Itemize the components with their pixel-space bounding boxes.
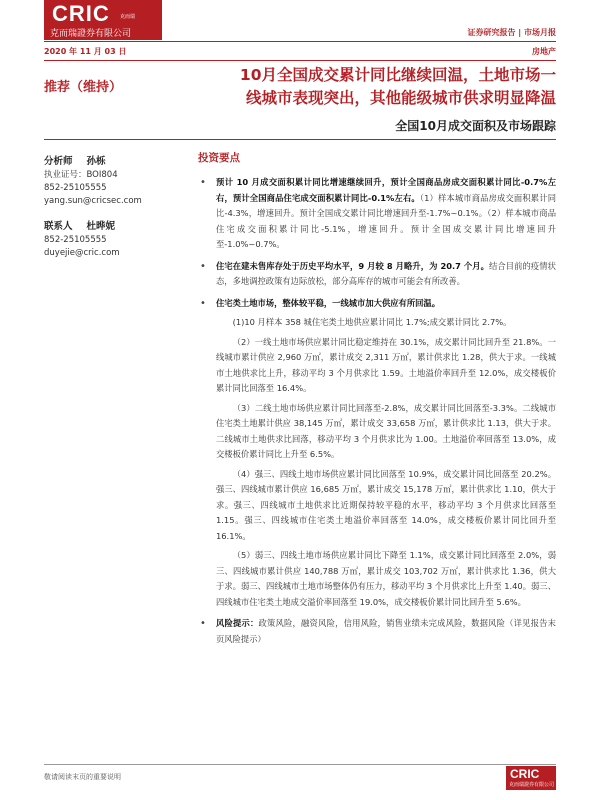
land-point-1: (1)10 月样本 358 城住宅类土地供应累计同比 1.7%;成交累计同比 2.7%。 (232, 317, 512, 327)
contact-email[interactable]: duyejie@cric.com (44, 248, 120, 258)
contact-heading: 联系人 杜晔妮 (44, 221, 116, 232)
logo-wordmark: CRIC (52, 1, 110, 26)
company-logo (44, 0, 162, 40)
report-date: 2020 年 11 月 03 日 (44, 47, 127, 56)
rating-label: 推荐（维持） (44, 80, 123, 95)
footer-logo (506, 766, 556, 790)
analyst-email[interactable]: yang.sun@cricsec.com (44, 196, 142, 206)
bullet-icon: • (200, 618, 206, 629)
land-point-3: （3）二线土地市场供应累计同比回落至-2.8%，成交累计同比回落至-3.3%。二线城市住宅类土地累计供应 38,145 万㎡，累计成交 33,658 万㎡，累计供求比 1.13，供大于求。二线城市土地供求比回落，移动平均 3 个月供求比为 1.00。土地溢价率回落至 13.0%，成交楼板价累计同比上升至 6.5%。 (216, 402, 556, 459)
bullet-icon: • (200, 260, 206, 272)
contact-phone: 852-25105555 (44, 235, 107, 245)
title-line-1: 10月全国成交累计同比继续回温，土地市场一 (239, 66, 556, 84)
title-divider (44, 139, 556, 140)
land-point-2: （2）一线土地市场供应累计同比稳定维持在 30.1%，成交累计同比回升至 21.8%。一线城市累计供应 2,960 万㎡，累计成交 2,311 万㎡，累计供求比 1.28，供大于求。一线城市土地供求比上升，移动平均 3 个月供求比 1.59。土地溢价率回升至 12.0%，成交楼板价累计同比回落至 16.4%。 (216, 336, 556, 393)
bullet-icon: • (200, 297, 206, 309)
main-content (198, 150, 556, 647)
analyst-sidebar (44, 155, 194, 260)
analyst-phone: 852-25105555 (44, 183, 107, 193)
land-point-4: （4）强三、四线土地市场供应累计同比回落至 10.9%，成交累计同比回落至 20.2%。强三、四线城市累计供应 16,685 万㎡，累计成交 15,178 万㎡，累计供求比 1.10，供大于求。强三、四线城市土地供求比近期保持较平稳的水平，移动平均 3 个月供求比回落至 1.15。强三、四线城市住宅类土地溢价率回落至 14.0%，成交楼板价累计同比回升至 16.1%。 (216, 468, 556, 541)
footer-divider (44, 764, 556, 765)
contact-name: 杜晔妮 (86, 221, 116, 232)
section-title: 投资要点 (198, 152, 240, 164)
industry-label: 房地产 (532, 47, 556, 56)
footer-logo-company: 克而瑞證券有限公司 (509, 782, 555, 788)
bullet-risk: • 风险提示：政策风险，融资风险，信用风险，销售业绩未完成风险，数据风险（详见报告末页风险提示） (200, 618, 556, 644)
analyst-name: 孙栎 (86, 156, 106, 167)
land-point-5: （5）弱三、四线土地市场供应累计同比下降至 1.1%，成交累计同比回落至 2.0%，弱三、四线城市累计供应 140,788 万㎡，累计成交 103,702 万㎡，累计供求比 1.36，供大于求。弱三、四线城市土地市场整体仍有压力，移动平均 3 个月供求比上升至 1.40。弱三、四线城市住宅类土地成交溢价率回落至 19.0%，成交楼板价累计同比回升至 5.6%。 (216, 550, 556, 607)
logo-company-name: 克而瑞證券有限公司 (50, 29, 132, 39)
logo-small-text: 克而瑞 (120, 14, 136, 20)
analyst-heading: 分析师 孙栎 (44, 156, 106, 167)
footer-logo-wordmark: CRIC (510, 767, 540, 781)
bullet-icon: • (200, 177, 206, 188)
bullet-transactions: • 预计 10 月成交面积累计同比增速继续回升，预计全国商品房成交面积累计同比-0.7%左右，预计全国商品住宅成交面积累计同比-0.1%左右。（1）样本城市商品房成交面积累计同比-4.3%，增速回升。预计全国成交累计同比增速回升至-1.7%~0.1%。（2）样本城市商品住宅成交面积累计同比-5.1%，增速回升。预计全国成交累计同比增速回升至-1.0%~0.7%。 (200, 177, 556, 249)
bullet-land-market: • 住宅类土地市场，整体较平稳，一线城市加大供应有所回温。 (198, 296, 556, 312)
bullet-inventory: • 住宅在建未售库存处于历史平均水平，9 月较 8 月略升，为 20.7 个月。结合目前的疫情状态，多地调控政策有边际放松，部分高库存的城市可能会有所改善。 (200, 260, 556, 286)
analyst-license: 执业证号：BOI804 (44, 170, 118, 180)
header-divider (44, 41, 556, 42)
report-subtitle: 全国10月成交面积及市场跟踪 (395, 119, 556, 133)
date-divider (44, 60, 556, 61)
title-line-2: 线城市表现突出，其他能级城市供求明显降温 (245, 89, 556, 107)
report-title (200, 64, 556, 110)
report-type: 证券研究报告 | 市场月报 (467, 28, 556, 37)
footer-disclaimer: 敬请阅读末页的重要说明 (44, 773, 121, 781)
